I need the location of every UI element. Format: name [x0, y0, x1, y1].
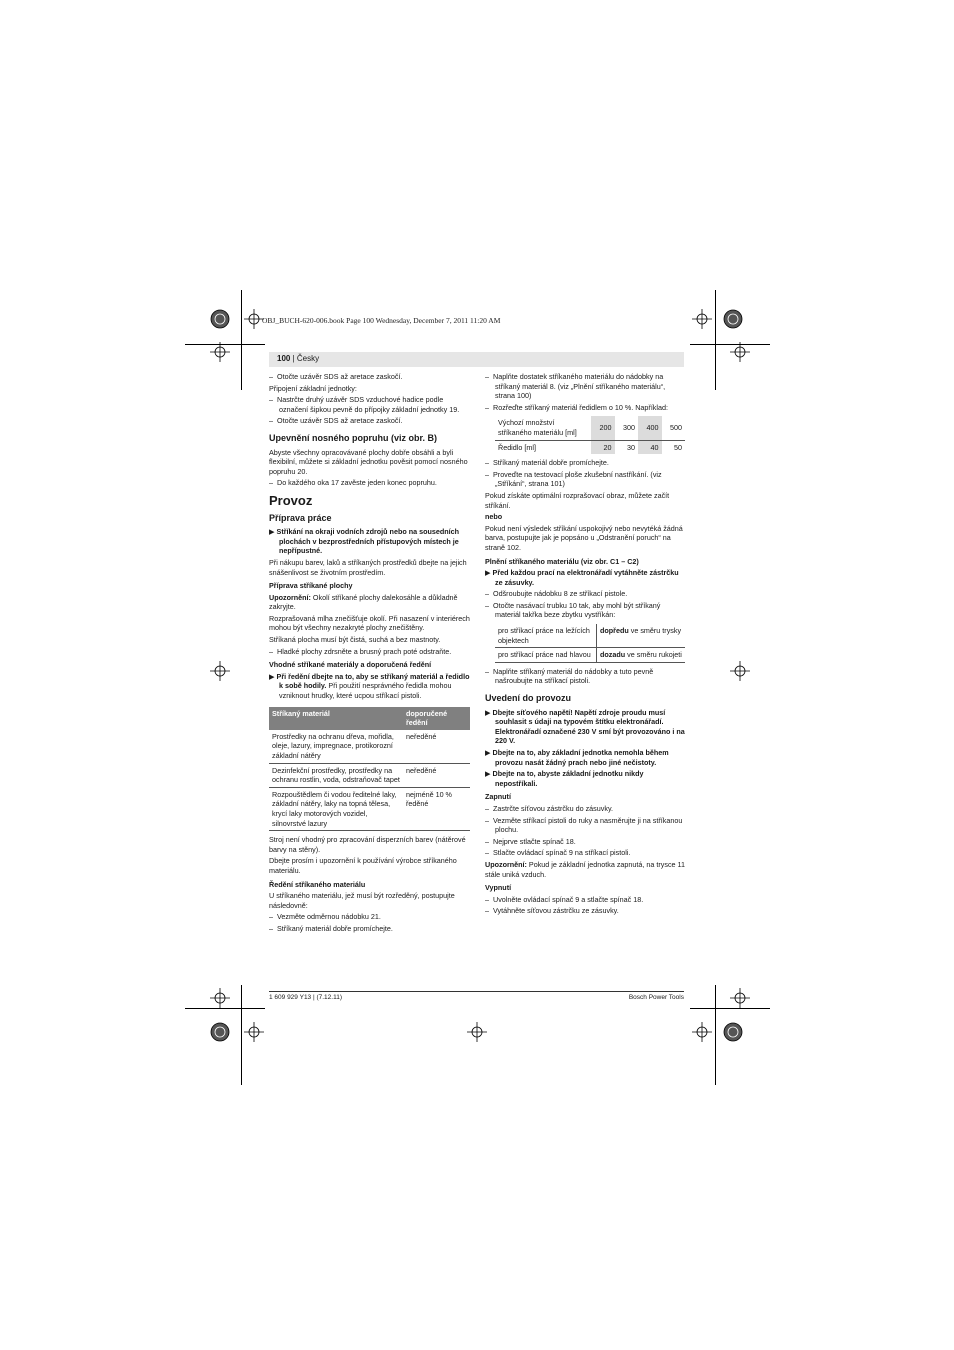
warning-item: ▶ Dbejte na to, aby základní jednotka nemohla během provozu nasát žádný prach nebo jiné nečistoty.	[485, 748, 669, 767]
warning-item: ▶ Při ředění dbejte na to, aby se stříkaný materiál a ředidlo k sobě hodily. Při použití nesprávného ředidla mohou vzniknout hrudky, které ucpou stříkací pistoli.	[269, 671, 470, 701]
subsection-heading: Ředění stříkaného materiálu	[269, 879, 366, 889]
footer-doc-number: 1 609 929 Y13 | (7.12.11)	[269, 994, 343, 1001]
material-table: Stříkaný materiál doporučené ředění Prostředky na ochranu dřeva, mořidla, oleje, lazury, impregnace, protikorozní základní nátěry neředěné Dezinfekční prostředky, prostředky na ochranu rostlin, voda, odstraňovač tapet neředěné Rozpouštědlem či vodou ředitelné laky, základní nátěry, laky na topná tělesa, krycí laky motorových vozidel, silnovrstvé lazury nejméně 10 % ředěné	[269, 707, 470, 832]
table-row: pro stříkací práce nad hlavou dozadu ve směru rukojeti	[495, 648, 685, 663]
language-label: Česky	[296, 354, 320, 363]
print-slug: OBJ_BUCH-620-006.book Page 100 Wednesday, December 7, 2011 11:20 AM	[262, 316, 501, 325]
subsection-heading: Zapnutí	[485, 792, 511, 802]
table-row: Ředidlo [ml] 20 30 40 50	[495, 440, 685, 454]
subsection-heading: Plnění stříkaného materiálu (viz obr. C1 – C2)	[485, 556, 639, 566]
page-header: 100 | Česky	[269, 352, 684, 367]
table-row: Výchozí množství stříkaného materiálu [ml] 200 300 400 500	[495, 416, 685, 440]
warning-item: ▶ Dbejte síťového napětí! Napětí zdroje proudu musí souhlasit s údaji na typovém štítku elektronářadí. Elektronářadí označené 230 V smí být provozováno i na 220 V.	[485, 707, 685, 746]
section-heading: Příprava práce	[269, 512, 332, 523]
right-column: – Naplňte dostatek stříkaného materiálu do nádobky na stříkaný materiál 8. (viz „Plnění stříkaného materiálu“, strana 100) – Rozřeďte stříkaný materiál ředidlem o 10 %. Například: Výchozí množství stříkaného materiálu [ml] 200 300 400 500 Ředidlo [ml] 20 30 40 50 – Stříkaný materiál dobře promíchejte. – Proveďte na testovací ploše zkušební nastříkání. (viz „Stříkání“, strana 101) Pokud získáte optimální rozprašovací obraz, můžete začít stříkání. nebo Pokud není výsledek stříkání uspokojivý nebo nevytéká žádná barva, postupujte jak je popsáno u „Odstranění poruch“ na straně 102. Plnění stříkaného materiálu (viz obr. C1 – C2) ▶ Před každou prací na elektronářadí vytáhněte zástrčku ze zásuvky. – Odšroubujte nádobku 8 ze stříkací pistole. – Otočte nasávací trubku 10 tak, aby mohl být stříkaný materiál takřka beze zbytku vystříkán: pro stříkací práce na ležících objektech dopředu ve směru trysky pro stříkací práce nad hlavou dozadu ve směru rukojeti – Naplňte stříkaný materiál do nádobky a tuto pevně našroubujte na stříkací pistoli. Uvedení do provozu ▶ Dbejte síťového napětí! Napětí zdroje proudu musí souhlasit s údaji na typovém štítku elektronářadí. Elektronářadí označené 230 V smí být provozováno i na 220 V. ▶ Dbejte na to, aby základní jednotka nemohla během provozu nasát žádný prach nebo jiné nečistoty. ▶ Dbejte na to, abyste základní jednotku nikdy nepostříkali. Zapnutí – Zastrčte síťovou zástrčku do zásuvky. – Vezměte stříkací pistoli do ruky a nasměrujte ji na stříkanou plochu. – Nejprve stlačte spínač 18. – Stlačte ovládací spínač 9 na stříkací pistoli. Upozornění: Pokud je základní jednotka zapnutá, na trysce 11 stále uniká vzduch. Vypnutí – Uvolněte ovládací spínač 9 a stlačte spínač 18. – Vytáhněte síťovou zástrčku ze zásuvky.	[485, 372, 686, 916]
page-number: 100	[277, 354, 291, 363]
footer-rule	[269, 991, 684, 992]
footer-brand: Bosch Power Tools	[628, 994, 684, 1001]
subsection-heading: Vhodné stříkané materiály a doporučená ředění	[269, 660, 432, 670]
table-row: Prostředky na ochranu dřeva, mořidla, oleje, lazury, impregnace, protikorozní základní nátěry neředěné	[269, 730, 470, 763]
warning-item: ▶ Stříkání na okraji vodních zdrojů nebo na sousedních plochách v bezprostředních přístupových místech je nepřípustné.	[269, 527, 460, 556]
direction-table	[495, 624, 685, 663]
subsection-heading: Příprava stříkané plochy	[269, 581, 353, 591]
section-heading: Upevnění nosného popruhu (viz obr. B)	[269, 432, 437, 443]
warning-item: ▶ Před každou prací na elektronářadí vytáhněte zástrčku ze zásuvky.	[485, 568, 679, 587]
table-row: Rozpouštědlem či vodou ředitelné laky, základní nátěry, laky na topná tělesa, krycí laky motorových vozidel, silnovrstvé lazury nejméně 10 % ředěné	[269, 787, 470, 830]
section-heading: Uvedení do provozu	[485, 693, 572, 704]
chapter-title: Provoz	[269, 492, 313, 508]
warning-item: ▶ Dbejte na to, abyste základní jednotku nikdy nepostříkali.	[485, 769, 644, 788]
table-row: pro stříkací práce na ležících objektech dopředu ve směru trysky	[495, 624, 685, 648]
table-row: Dezinfekční prostředky, prostředky na ochranu rostlin, voda, odstraňovač tapet neředěné	[269, 763, 470, 787]
subsection-heading: Vypnutí	[485, 883, 512, 893]
left-column: – Otočte uzávěr SDS až aretace zaskočí. Připojení základní jednotky: – Nastrčte druhý uzávěr SDS vzduchové hadice podle označení šipkou pevně do přípojky základní jednotky 19. – Otočte uzávěr SDS až aretace zaskočí. Upevnění nosného popruhu (viz obr. B) Abyste všechny opracovávané plochy dobře obsáhli a byli flexibilní, můžete si základní jednotku pověsit pomocí nosného popruhu 20. – Do každého oka 17 zavěste jeden konec popruhu. Provoz Příprava práce ▶ Stříkání na okraji vodních zdrojů nebo na sousedních plochách v bezprostředních přístupových místech je nepřípustné. Při nákupu barev, laků a stříkaných prostředků dbejte na jejich snášenlivost se životním prostředím. Příprava stříkané plochy Upozornění: Okolí stříkané plochy dalekosáhle a důkladně zakryjte. Rozprašovaná mlha znečišťuje okolí. Při nasazení v interiérech mohou být všechny nezakryté plochy znečištěny. Stříkaná plocha musí být čistá, suchá a bez mastnoty. – Hladké plochy zdrsněte a brusný prach poté odstraňte. Vhodné stříkané materiály a doporučená ředění ▶ Při ředění dbejte na to, aby se stříkaný materiál a ředidlo k sobě hodily. Při použití nesprávného ředidla mohou vzniknout hrudky, které ucpou stříkací pistoli. Stříkaný materiál doporučené ředění Prostředky na ochranu dřeva, mořidla, oleje, lazury, impregnace, protikorozní základní nátěry neředěné Dezinfekční prostředky, prostředky na ochranu rostlin, voda, odstraňovač tapet neředěné Rozpouštědlem či vodou ředitelné laky, základní nátěry, laky na topná tělesa, krycí laky motorových vozidel, silnovrstvé lazury nejméně 10 % ředěné Stroj není vhodný pro zpracování disperzních barev (nátěrové barvy na stěny). Dbejte prosím i upozornění k používání výrobce stříkaného materiálu. Ředění stříkaného materiálu U stříkaného materiálu, jež musí být rozředěný, postupujte následovně: – Vezměte odměrnou nádobku 21. – Stříkaný materiál dobře promíchejte.	[269, 372, 470, 933]
dilution-table	[495, 416, 685, 454]
